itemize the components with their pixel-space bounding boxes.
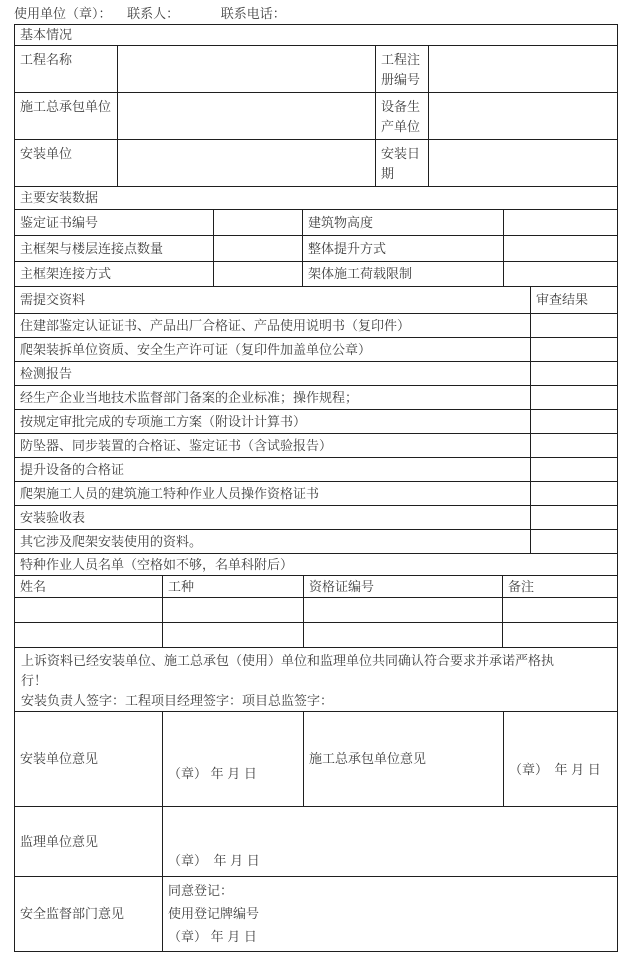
confirmation-signature-line: 安装负责人签字：工程项目经理签字：项目总监签字： xyxy=(21,693,334,708)
field-label-connection-points: 主框架与楼层连接点数量 xyxy=(15,236,214,261)
material-row-2 xyxy=(15,338,617,362)
field-label-lifting-method: 整体提升方式 xyxy=(303,236,504,261)
material-row-8 xyxy=(15,482,617,506)
personnel-row-2 xyxy=(15,623,617,648)
section-title-personnel: 特种作业人员名单（空格如不够，名单科附后） xyxy=(20,556,294,572)
field-value-building-height[interactable] xyxy=(504,210,617,235)
section-title-materials: 需提交资料 xyxy=(15,287,531,313)
contractor-stamp-area[interactable]: （章） 年 月 日 xyxy=(509,762,601,777)
material-row-3 xyxy=(15,362,617,386)
review-result-cell[interactable] xyxy=(531,482,617,505)
field-value-load-limit[interactable] xyxy=(504,262,617,286)
section-title-install-data: 主要安装数据 xyxy=(20,190,99,205)
field-label-frame-connection: 主框架连接方式 xyxy=(15,262,214,286)
material-item: 住建部鉴定认证证书、产品出厂合格证、产品使用说明书（复印件） xyxy=(15,314,531,337)
review-result-cell[interactable] xyxy=(531,338,617,361)
review-result-cell[interactable] xyxy=(531,458,617,481)
field-value-connection-points[interactable] xyxy=(214,236,303,261)
section-header-basic xyxy=(15,25,617,46)
field-label-general-contractor: 施工总承包单位 xyxy=(15,93,118,139)
contact-label: 联系人： xyxy=(127,6,180,21)
column-header-remarks: 备注 xyxy=(508,578,535,594)
basic-row-installer xyxy=(15,140,617,187)
safety-dept-opinion-label: 安全监督部门意见 xyxy=(15,877,163,951)
material-item: 爬架装拆单位资质、安全生产许可证（复印件加盖单位公章） xyxy=(15,338,531,361)
install-data-row-2 xyxy=(15,236,617,262)
field-label-load-limit: 架体施工荷载限制 xyxy=(303,262,504,286)
material-item: 防坠器、同步装置的合格证、鉴定证书（含试验报告） xyxy=(15,434,531,457)
material-item: 提升设备的合格证 xyxy=(15,458,531,481)
install-data-row-1 xyxy=(15,210,617,236)
registration-form-table xyxy=(14,24,618,952)
safety-dept-content[interactable] xyxy=(163,877,617,951)
use-unit-label: 使用单位（章）： xyxy=(14,6,112,21)
material-row-4 xyxy=(15,386,617,410)
section-header-personnel xyxy=(15,554,617,576)
field-value-lifting-method[interactable] xyxy=(504,236,617,261)
personnel-name-cell[interactable] xyxy=(15,598,163,622)
supervisor-opinion-label: 监理单位意见 xyxy=(15,807,163,876)
supervisor-stamp-area[interactable]: （章） 年 月 日 xyxy=(168,853,260,868)
column-header-cert-no: 资格证编号 xyxy=(304,576,503,597)
install-unit-stamp-area[interactable]: （章） 年 月 日 xyxy=(163,712,304,806)
column-header-name: 姓名 xyxy=(15,576,163,597)
confirmation-paragraph xyxy=(15,648,617,711)
personnel-remarks-cell[interactable] xyxy=(503,598,617,622)
material-item: 按规定审批完成的专项施工方案（附设计计算书） xyxy=(15,410,531,433)
personnel-header-row xyxy=(15,576,617,598)
safety-permit-number-line: 使用登记牌编号 xyxy=(168,906,260,921)
field-label-install-date: 安装日期 xyxy=(376,140,429,186)
field-value-install-unit[interactable] xyxy=(118,140,376,186)
review-result-cell[interactable] xyxy=(531,386,617,409)
personnel-remarks-cell[interactable] xyxy=(503,623,617,647)
field-label-cert-no: 鉴定证书编号 xyxy=(15,210,214,235)
field-value-equipment-manufacturer[interactable] xyxy=(429,93,617,139)
confirmation-row xyxy=(15,648,617,712)
install-unit-opinion-label: 安装单位意见 xyxy=(15,712,163,806)
review-result-cell[interactable] xyxy=(531,362,617,385)
material-item: 安装验收表 xyxy=(15,506,531,529)
material-row-1 xyxy=(15,314,617,338)
personnel-cert-cell[interactable] xyxy=(304,598,503,622)
field-value-install-date[interactable] xyxy=(429,140,617,186)
basic-row-contractor xyxy=(15,93,617,140)
field-value-project-name[interactable] xyxy=(118,46,376,92)
section-title-basic: 基本情况 xyxy=(20,27,73,42)
review-result-cell[interactable] xyxy=(531,530,617,553)
field-label-project-reg-no: 工程注册编号 xyxy=(376,46,429,92)
document-header-line xyxy=(0,0,627,21)
section-header-materials xyxy=(15,287,617,314)
safety-agree-line: 同意登记： xyxy=(168,883,234,898)
field-label-equipment-manufacturer: 设备生产单位 xyxy=(376,93,429,139)
confirmation-statement: 上诉资料已经安装单位、施工总承包（使用）单位和监理单位共同确认符合要求并承诺严格执行！ xyxy=(21,653,555,688)
opinion-row-install-contractor xyxy=(15,712,617,807)
material-item: 经生产企业当地技术监督部门备案的企业标准；操作规程； xyxy=(15,386,531,409)
field-label-project-name: 工程名称 xyxy=(15,46,118,92)
material-row-7 xyxy=(15,458,617,482)
safety-stamp-line: （章） 年 月 日 xyxy=(168,929,257,944)
review-result-cell[interactable] xyxy=(531,506,617,529)
basic-row-project xyxy=(15,46,617,93)
personnel-name-cell[interactable] xyxy=(15,623,163,647)
field-value-cert-no[interactable] xyxy=(214,210,303,235)
material-item: 其它涉及爬架安装使用的资料。 xyxy=(15,530,531,553)
install-data-row-3 xyxy=(15,262,617,287)
review-result-header: 审查结果 xyxy=(536,292,589,307)
contractor-opinion-label: 施工总承包单位意见 xyxy=(304,712,504,806)
field-label-building-height: 建筑物高度 xyxy=(303,210,504,235)
review-result-cell[interactable] xyxy=(531,434,617,457)
field-value-general-contractor[interactable] xyxy=(118,93,376,139)
material-item: 爬架施工人员的建筑施工特种作业人员操作资格证书 xyxy=(15,482,531,505)
personnel-trade-cell[interactable] xyxy=(163,598,304,622)
material-item: 检测报告 xyxy=(15,362,531,385)
review-result-cell[interactable] xyxy=(531,410,617,433)
personnel-trade-cell[interactable] xyxy=(163,623,304,647)
material-row-6 xyxy=(15,434,617,458)
personnel-row-1 xyxy=(15,598,617,623)
material-row-5 xyxy=(15,410,617,434)
personnel-cert-cell[interactable] xyxy=(304,623,503,647)
field-value-frame-connection[interactable] xyxy=(214,262,303,286)
column-header-trade: 工种 xyxy=(163,576,304,597)
opinion-row-safety-dept xyxy=(15,877,617,951)
review-result-cell[interactable] xyxy=(531,314,617,337)
field-value-project-reg-no[interactable] xyxy=(429,46,617,92)
phone-label: 联系电话： xyxy=(220,6,286,21)
field-label-install-unit: 安装单位 xyxy=(15,140,118,186)
material-row-10 xyxy=(15,530,617,554)
section-header-install-data xyxy=(15,187,617,210)
material-row-9 xyxy=(15,506,617,530)
opinion-row-supervisor xyxy=(15,807,617,877)
